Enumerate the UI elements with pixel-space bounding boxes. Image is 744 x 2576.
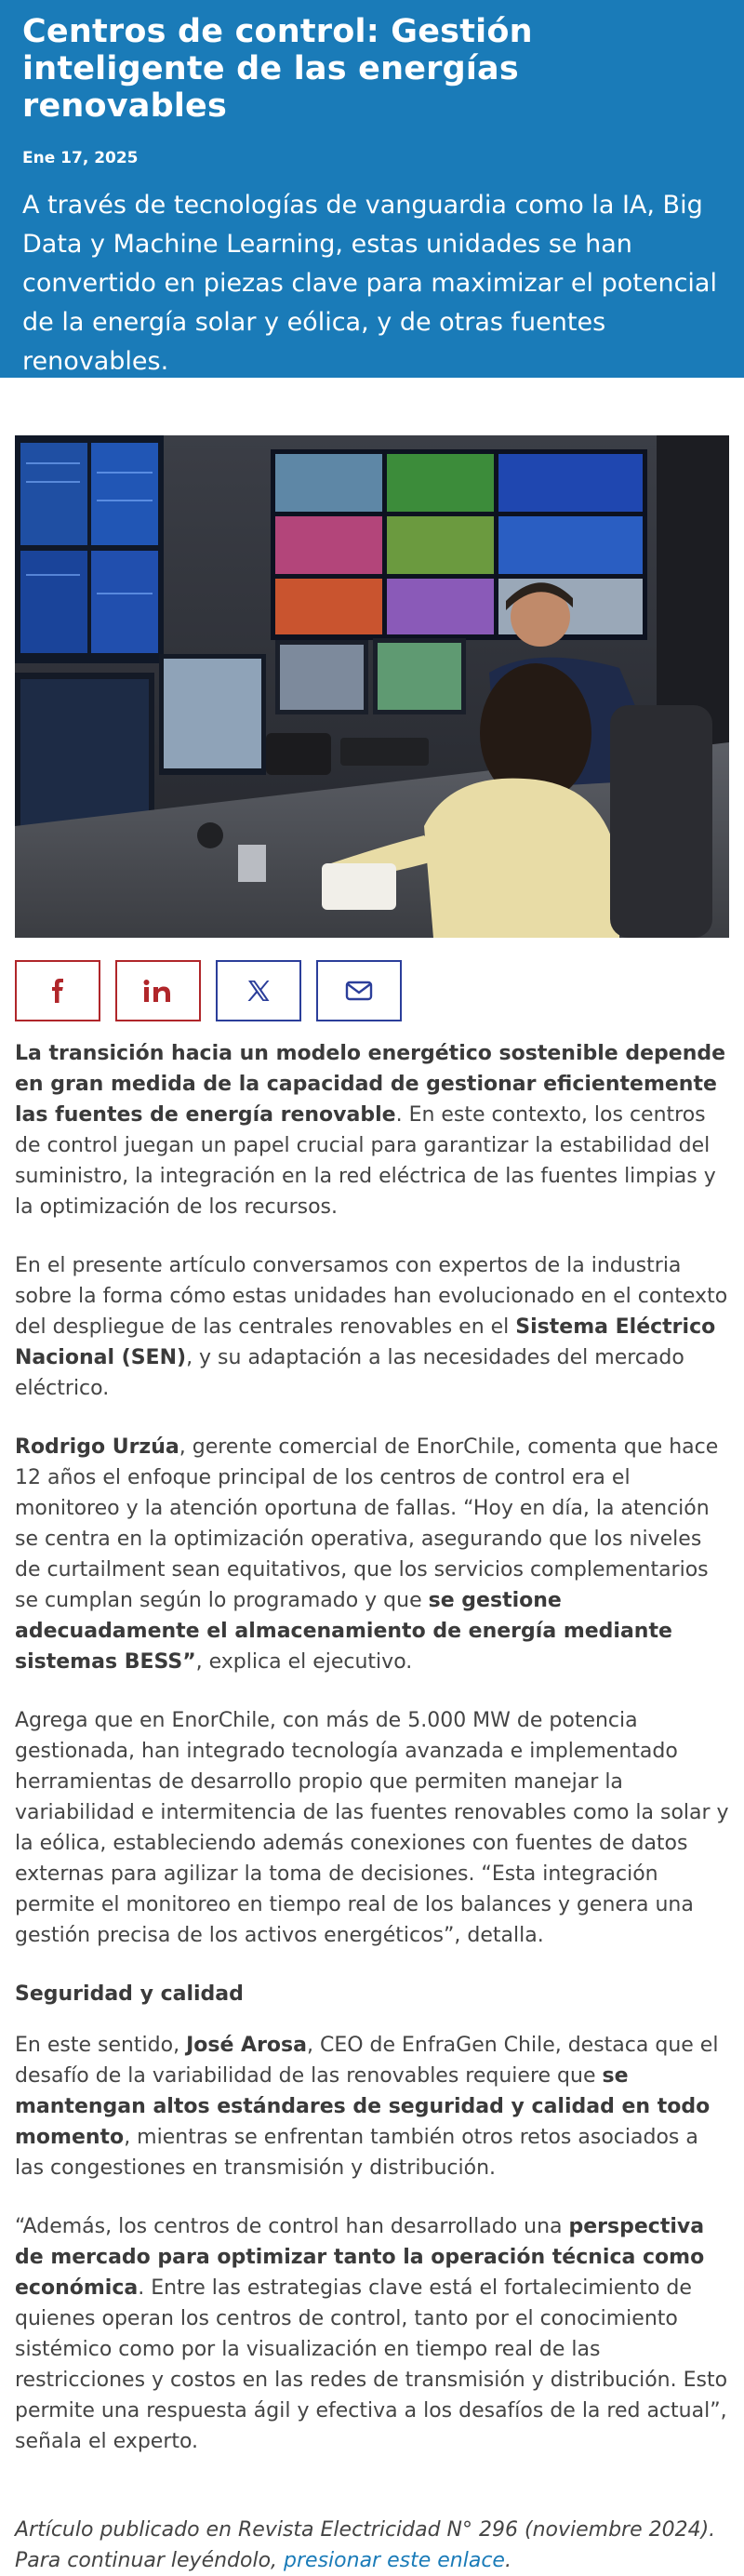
linkedin-share-button[interactable] <box>115 960 201 1021</box>
article-header <box>0 0 744 378</box>
publish-date: Ene 17, 2025 <box>22 149 139 167</box>
urzua-bold: se gestione adecuadamente el almacenamiento de energía mediante sistemas BESS” <box>15 1589 672 1674</box>
x-share-button[interactable] <box>216 960 301 1021</box>
person-name-urzua: Rodrigo Urzúa <box>15 1435 179 1459</box>
email-share-button[interactable] <box>316 960 402 1021</box>
arosa-text-b: , CEO de EnfraGen Chile, destaca que el desafío de la variabilidad de las renovables requiere que <box>15 2034 719 2088</box>
control-room-photo <box>15 435 729 938</box>
share-bar <box>15 960 729 1021</box>
continue-reading-link[interactable]: presionar este enlace <box>284 2549 505 2572</box>
paragraph-context <box>15 1250 729 1404</box>
x-icon <box>246 979 271 1003</box>
intro-text: . En este contexto, los centros de control juegan un papel crucial para garantizar la estabilidad del suministro, la integración en la red eléctrica de las fuentes limpias y la optimización de los recursos. <box>15 1103 716 1219</box>
linkedin-icon <box>142 979 174 1003</box>
quote-bold: perspectiva de mercado para optimizar tanto la operación técnica como económica <box>15 2215 705 2300</box>
arosa-text-c: , mientras se enfrentan también otros retos asociados a las congestiones en transmisión y distribución. <box>15 2126 698 2180</box>
footer-text: Artículo publicado en Revista Electricidad N° 296 (noviembre 2024). Para continuar leyéndolo, <box>15 2518 716 2572</box>
paragraph-intro <box>15 1038 729 1222</box>
article-body <box>15 1038 729 2457</box>
facebook-icon <box>47 979 68 1003</box>
section-heading: Seguridad y calidad <box>15 1982 244 2006</box>
context-text-b: , y su adaptación a las necesidades del mercado eléctrico. <box>15 1346 684 1400</box>
urzua-text-a: , gerente comercial de EnorChile, comenta que hace 12 años el enfoque principal de los centros de control era el monitoreo y la atención oportuna de fallas. “Hoy en día, la atención se centra en la optimización operativa, asegurando que los niveles de curtailment sean equitativos, que los servicios complementarios se cumplan según lo programado y que <box>15 1435 719 1612</box>
paragraph-quote <box>15 2211 729 2457</box>
person-name-arosa: José Arosa <box>186 2034 307 2057</box>
quote-text-b: . Entre las estrategias clave está el fortalecimiento de quienes operan los centros de control, tanto por el conocimiento sistémico como por la visualización en tiempo real de las restricciones y costos en las redes de transmisión y distribución. Esto permite una respuesta ágil y efectiva a los desafíos de la red actual”, señala el experto. <box>15 2276 728 2453</box>
context-text-a: En el presente artículo conversamos con expertos de la industria sobre la forma cómo estas unidades han evolucionado en el contexto del despliegue de las centrales renovables en el <box>15 1254 728 1339</box>
paragraph-enorchile: Agrega que en EnorChile, con más de 5.000 MW de potencia gestionada, han integrado tecnología avanzada e implementado herramientas de desarrollo propio que permiten manejar la variabilidad e intermitencia de las fuentes renovables como la solar y la eólica, estableciendo además conexiones con fuentes de datos externas para agilizar la toma de decisiones. “Esta integración permite el monitoreo en tiempo real de los balances y genera una gestión precisa de los activos energéticos”, detalla. <box>15 1709 729 1947</box>
article-footer <box>15 2515 729 2576</box>
intro-bold: La transición hacia un modelo energético sostenible depende en gran medida de la capacidad de gestionar eficientemente las fuentes de energía renovable <box>15 1042 726 1127</box>
facebook-share-button[interactable] <box>15 960 100 1021</box>
arosa-bold: se mantengan altos estándares de seguridad y calidad en todo momento <box>15 2064 711 2149</box>
urzua-text-b: , explica el ejecutivo. <box>195 1650 413 1674</box>
footer-end: . <box>504 2549 512 2572</box>
paragraph-urzua <box>15 1432 729 1677</box>
email-icon <box>345 981 373 1001</box>
article-lead: A través de tecnologías de vanguardia como la IA, Big Data y Machine Learning, estas unidades se han convertido en piezas clave para maximizar el potencial de la energía solar y eólica, y de otras fuentes renovables. <box>22 191 717 376</box>
quote-text-a: “Además, los centros de control han desarrollado una <box>15 2215 569 2238</box>
hero-image <box>15 435 729 938</box>
page-title: Centros de control: Gestión inteligente de las energías renovables <box>22 13 533 125</box>
paragraph-arosa <box>15 2030 729 2183</box>
sen-bold: Sistema Eléctrico Nacional (SEN) <box>15 1315 716 1369</box>
arosa-text-a: En este sentido, <box>15 2034 187 2057</box>
